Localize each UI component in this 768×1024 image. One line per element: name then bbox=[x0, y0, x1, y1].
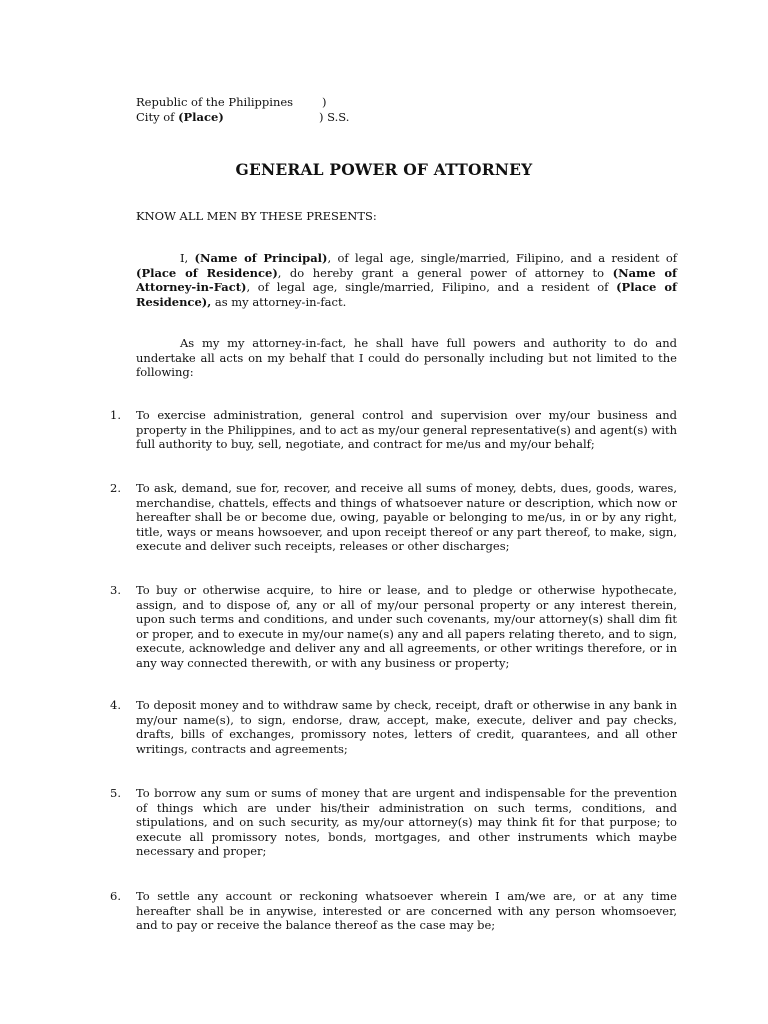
venue-city-prefix: City of bbox=[136, 110, 179, 124]
venue-city-label bbox=[136, 110, 224, 125]
list-item-text: To exercise administration, general control and supervision over my/our business and property in the Philippines, and to act as my/our general representative(s) and agent(s) with full authority to buy, sell, negotiate, and contract for me/us and my/our behalf; bbox=[136, 408, 677, 452]
principal-name-placeholder: (Name of Principal) bbox=[194, 251, 328, 265]
attorney-name-placeholder: (Name of Attorney-in-Fact) bbox=[136, 265, 677, 295]
list-item bbox=[110, 698, 677, 756]
list-item-number: 4. bbox=[110, 698, 121, 712]
list-item-text: To deposit money and to withdraw same by check, receipt, draft or otherwise in any bank in my/our name(s), to sign, endorse, draw, accept, make, execute, deliver and pay checks, drafts, bills of exchanges, promissory notes, letters of credit, quarantees, and all other writings, contracts and agreements; bbox=[136, 698, 677, 756]
intro-paragraph bbox=[136, 251, 677, 309]
document-title: GENERAL POWER OF ATTORNEY bbox=[235, 160, 533, 179]
intro-text-2: , of legal age, single/married, Filipino, and a resident of bbox=[327, 251, 677, 265]
list-item bbox=[110, 786, 677, 859]
list-item-text: To borrow any sum or sums of money that are urgent and indispensable for the prevention of things which are under his/their administration on such terms, conditions, and stipulations, and on such security, as my/our attorney(s) may think fit for that purpose; to execute all promissory notes, bonds, mortgages, and other instruments which maybe necessary and proper; bbox=[136, 786, 677, 859]
venue-country-paren: ) bbox=[322, 95, 327, 109]
venue-country-label: Republic of the Philippines bbox=[136, 95, 294, 109]
list-item-text: To settle any account or reckoning whatsoever wherein I am/we are, or at any time hereafter shall be in anywise, interested or are concerned with any person whomsoever, and to pay or receive the balance thereof as the case may be; bbox=[136, 889, 677, 933]
list-item-number: 3. bbox=[110, 583, 121, 597]
list-item bbox=[110, 889, 677, 933]
venue-city-paren: ) S.S. bbox=[319, 110, 350, 124]
principal-residence-placeholder: (Place of Residence) bbox=[136, 265, 278, 280]
list-item-text: To buy or otherwise acquire, to hire or lease, and to pledge or otherwise hypothecate, assign, and to dispose of, any or all of my/our personal property or any interest therein, upon such terms and conditions, and under such covenants, my/our attorney(s) shall dim fit or proper, and to execute in my/our name(s) any and all papers relating thereto, and to sign, execute, acknowledge and deliver any and all agreements, or other writings therefore, or in any way connected therewith, or with any business or property; bbox=[136, 583, 677, 670]
list-item bbox=[110, 583, 677, 671]
list-item-number: 6. bbox=[110, 889, 121, 903]
list-item bbox=[110, 408, 677, 452]
list-item-number: 2. bbox=[110, 481, 121, 495]
venue-city-place: (Place) bbox=[178, 110, 224, 124]
powers-paragraph: As my my attorney-in-fact, he shall have full powers and authority to do and undertake all acts on my behalf that I could do personally including but not limited to the following: bbox=[136, 336, 677, 380]
list-item-number: 5. bbox=[110, 786, 121, 800]
intro-text-4: , of legal age, single/married, Filipino, and a resident of bbox=[246, 280, 617, 295]
intro-text-3: , do hereby grant a general power of attorney to bbox=[277, 265, 613, 280]
list-item-text: To ask, demand, sue for, recover, and receive all sums of money, debts, dues, goods, wares, merchandise, chattels, effects and things of whatsoever nature or description, which now or hereafter shall be or become due, owing, payable or belonging to me/us, in or by any right, title, ways or means howsoever, and upon receipt thereof or any part thereof, to make, sign, execute and deliver such receipts, releases or other discharges; bbox=[136, 481, 677, 554]
list-item-number: 1. bbox=[110, 408, 121, 422]
attorney-residence-placeholder: (Place of Residence), bbox=[136, 280, 678, 309]
intro-text-5: as my attorney-in-fact. bbox=[211, 294, 347, 309]
intro-text-1: I, bbox=[180, 251, 195, 265]
know-all-men-line: KNOW ALL MEN BY THESE PRESENTS: bbox=[136, 209, 377, 223]
list-item bbox=[110, 481, 677, 554]
